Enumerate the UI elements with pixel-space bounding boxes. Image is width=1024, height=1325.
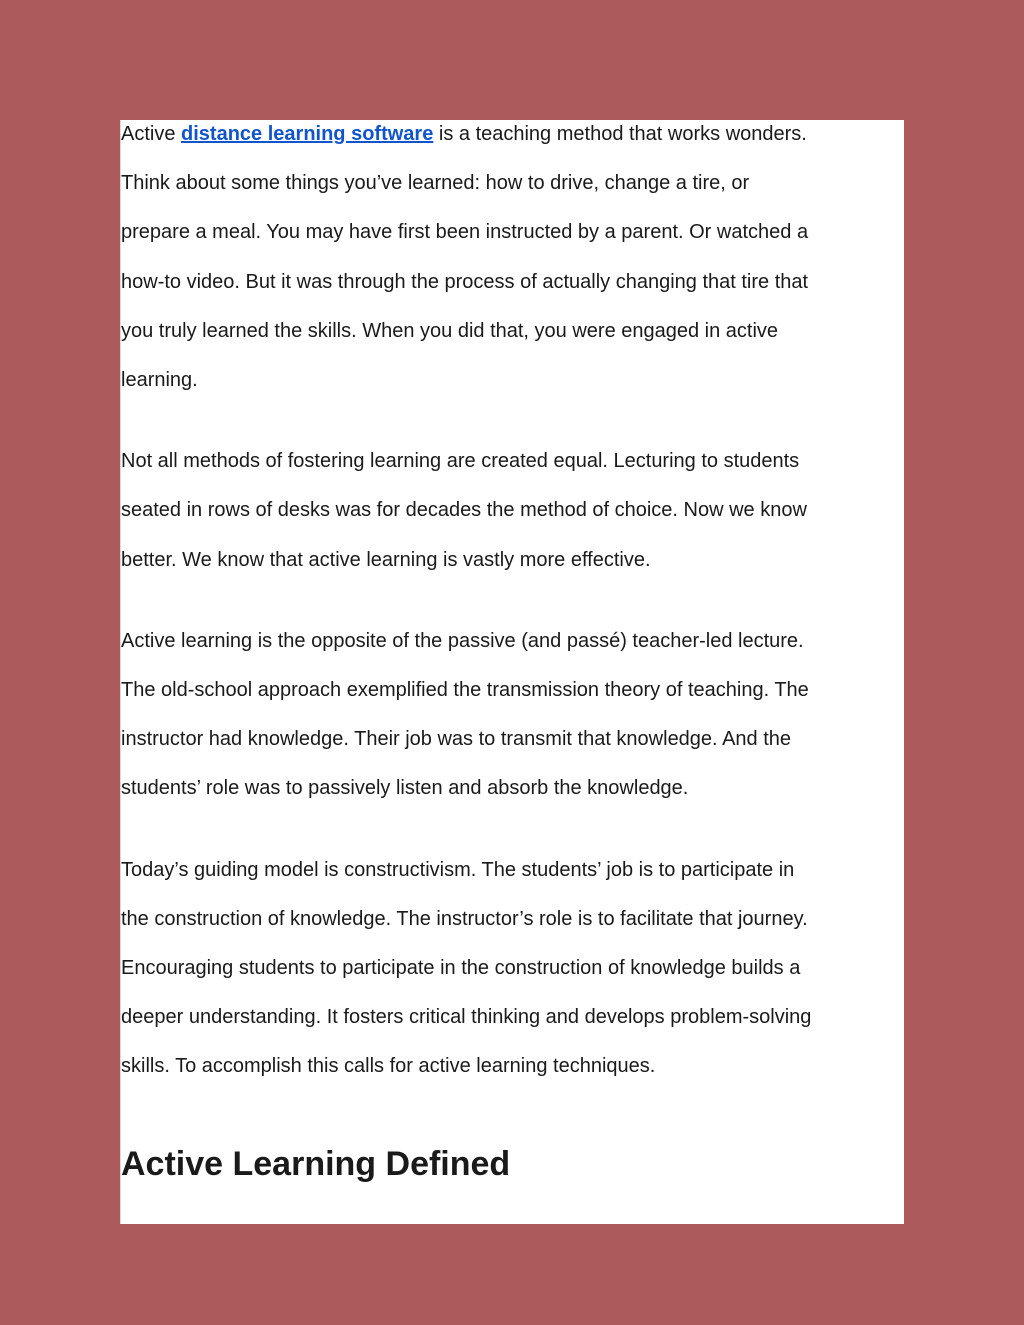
paragraph-line: instructor had knowledge. Their job was to transmit that knowledge. And the: [121, 728, 792, 751]
document-content: [121, 110, 904, 1184]
distance-learning-software-link[interactable]: distance learning software: [181, 123, 434, 145]
paragraph-3: [121, 617, 904, 814]
paragraph-line: learning.: [121, 369, 198, 392]
paragraph-line: better. We know that active learning is vastly more effective.: [121, 548, 651, 571]
paragraph-line: Encouraging students to participate in the construction of knowledge builds a: [121, 957, 801, 980]
paragraph-line: skills. To accomplish this calls for active learning techniques.: [121, 1055, 656, 1078]
paragraph-line: students’ role was to passively listen and absorb the knowledge.: [121, 777, 689, 800]
paragraph-line: deeper understanding. It fosters critical thinking and develops problem-solving: [121, 1006, 812, 1029]
section-heading: Active Learning Defined: [121, 1144, 511, 1183]
paragraph-line: you truly learned the skills. When you did that, you were engaged in active: [121, 319, 779, 342]
paragraph-line: Think about some things you’ve learned: how to drive, change a tire, or: [121, 172, 750, 195]
paragraph-line: The old-school approach exemplified the transmission theory of teaching. The: [121, 679, 809, 702]
paragraph-line: how-to video. But it was through the process of actually changing that tire that: [121, 270, 809, 293]
paragraph-line: [121, 110, 904, 159]
paragraph-line: the construction of knowledge. The instructor’s role is to facilitate that journey.: [121, 907, 808, 930]
paragraph-line: prepare a meal. You may have first been instructed by a parent. Or watched a: [121, 221, 809, 244]
paragraph-line: Not all methods of fostering learning are created equal. Lecturing to students: [121, 450, 800, 473]
intro-suffix: is a teaching method that works wonders.: [433, 123, 807, 145]
paragraph-4: [121, 846, 904, 1092]
paragraph-2: [121, 437, 904, 585]
paragraph-line: seated in rows of desks was for decades the method of choice. Now we know: [121, 499, 807, 522]
intro-paragraph: [121, 110, 904, 405]
intro-prefix: Active: [121, 123, 182, 145]
document-page: [120, 120, 904, 1224]
paragraph-line: Today’s guiding model is constructivism. The students’ job is to participate in: [121, 858, 795, 881]
paragraph-line: Active learning is the opposite of the passive (and passé) teacher-led lecture.: [121, 629, 804, 652]
